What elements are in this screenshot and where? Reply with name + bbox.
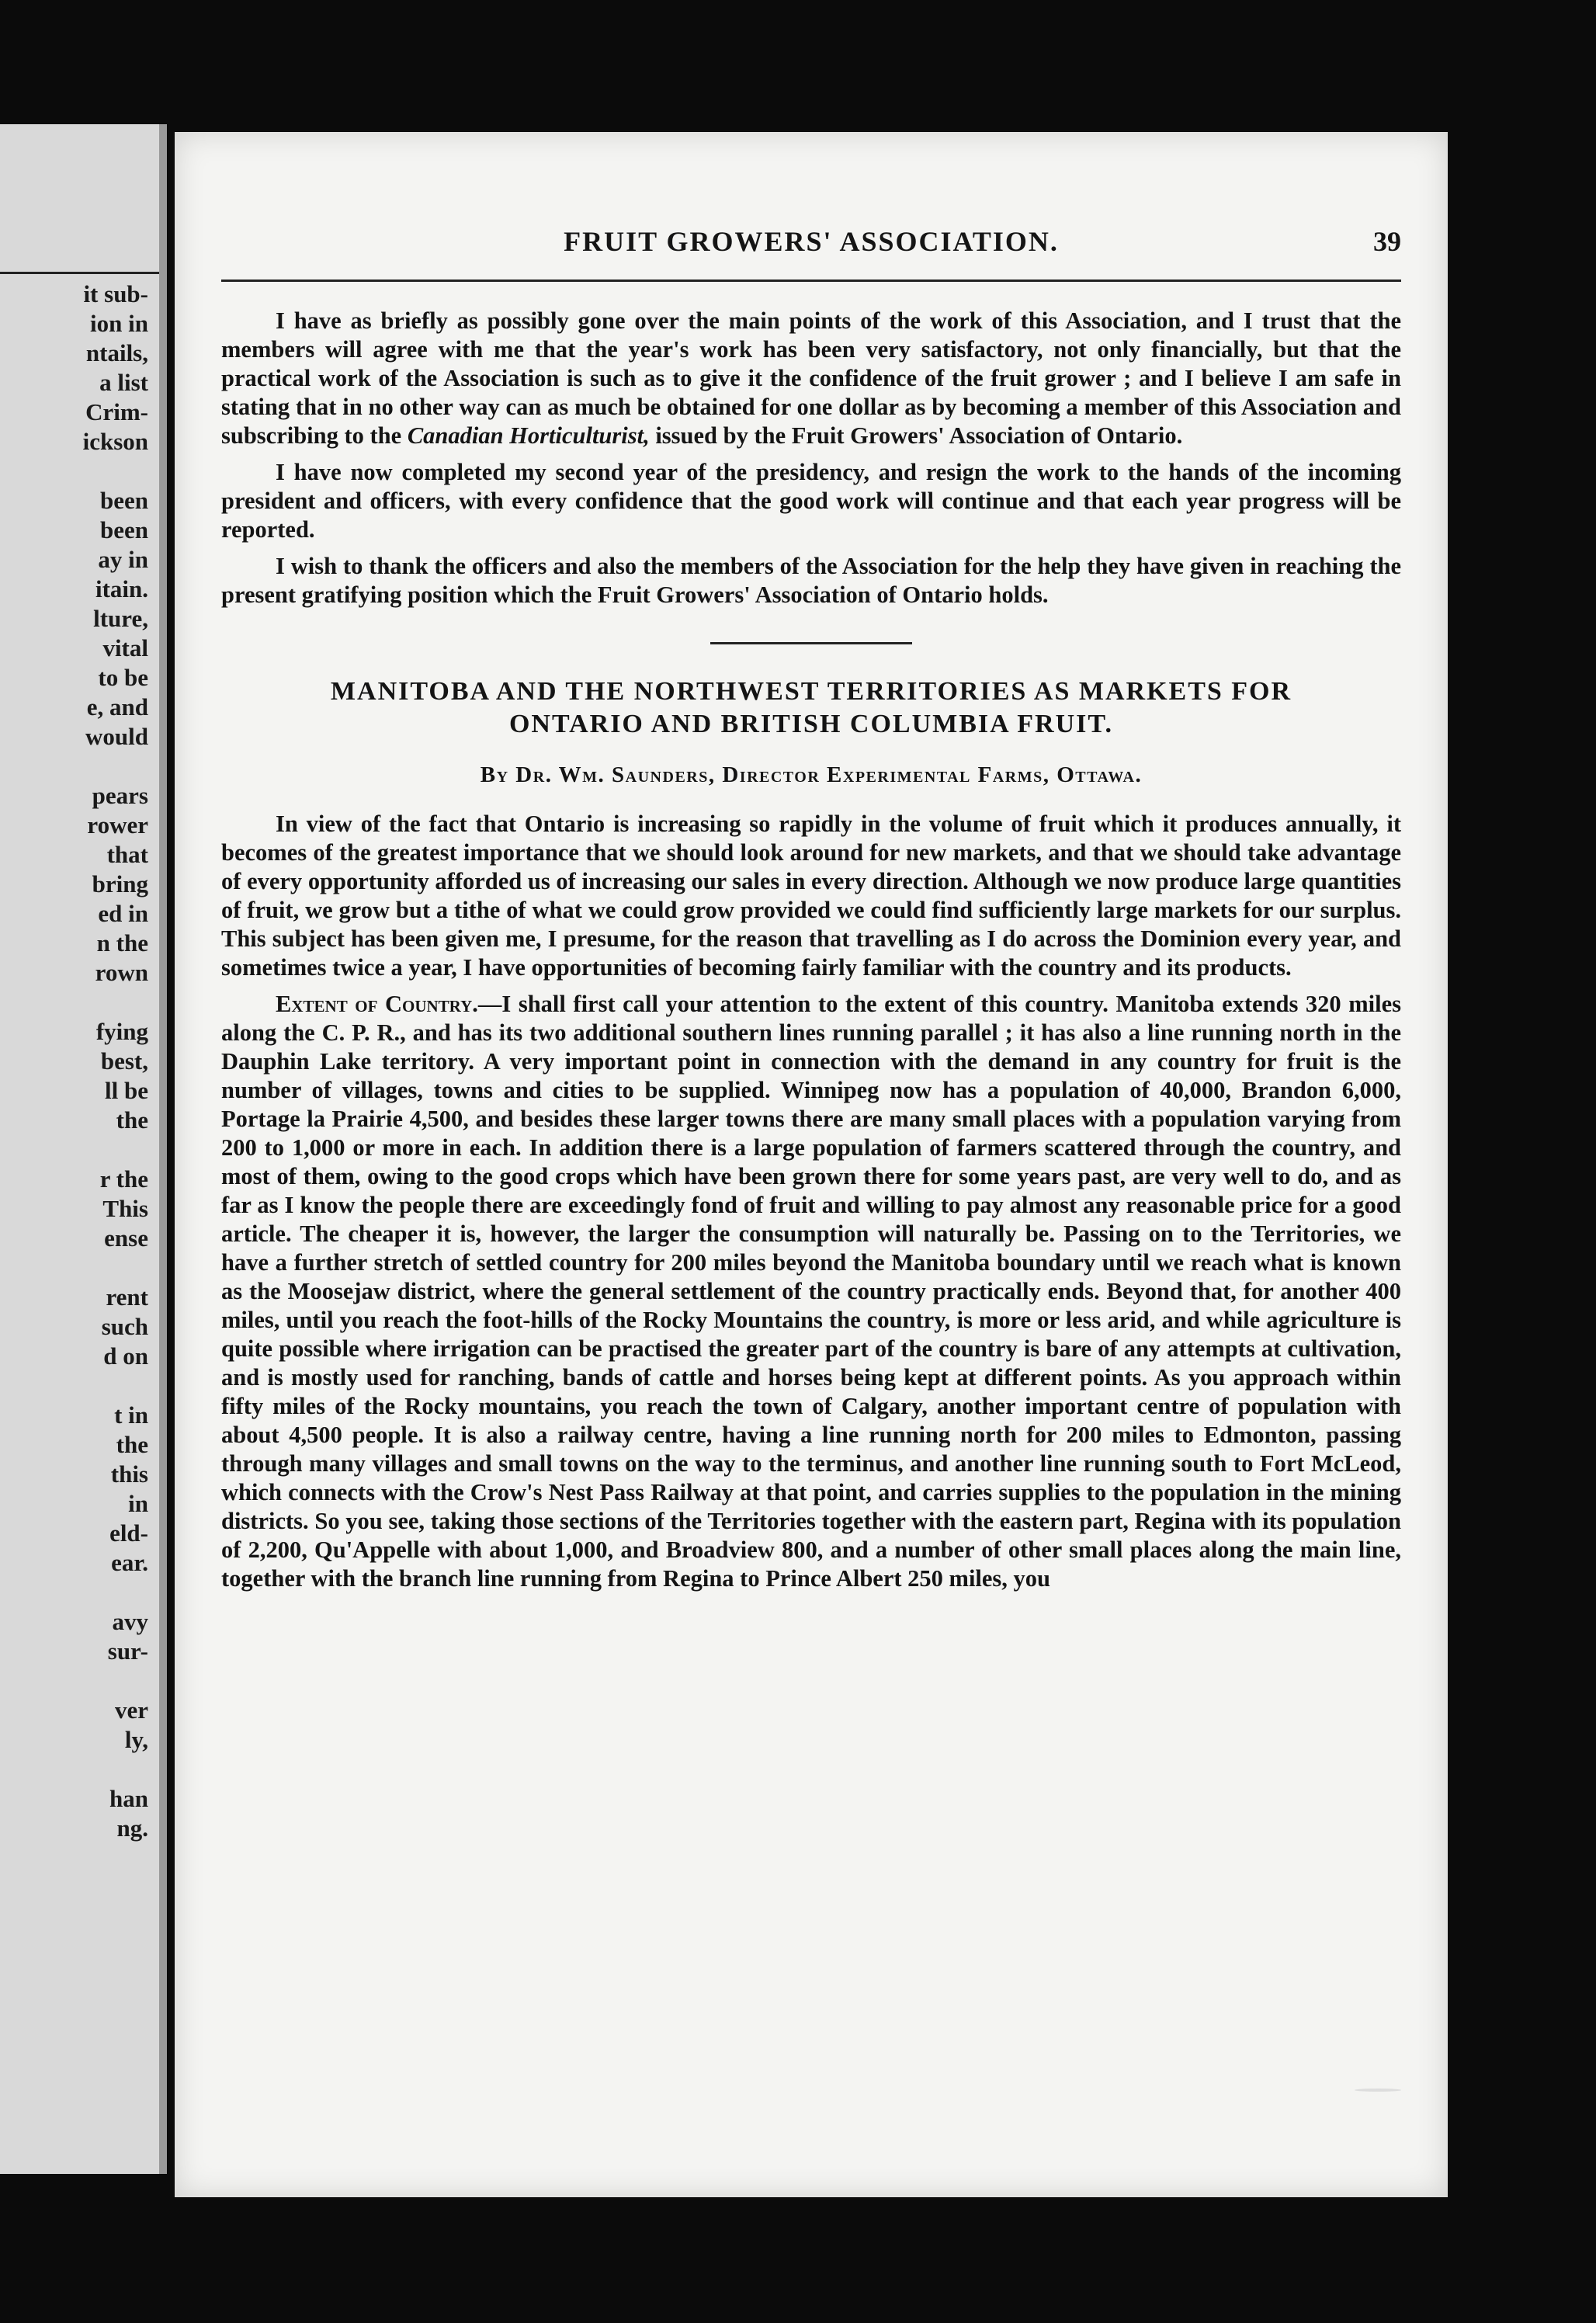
previous-page-line: ed in (98, 900, 148, 927)
previous-page-line (83, 457, 148, 486)
previous-page-line: it sub- (83, 280, 148, 307)
previous-page-line: rower (87, 811, 148, 839)
previous-page-line: a list (99, 369, 148, 396)
paragraph-extent-of-country: Extent of Country.—I shall first call your attention to the extent of this country. Manitoba extends 320 miles along the C. P. R., and has its two additional southern lines running parallel ; it has also a line running north in the Dauphin Lake territory. A very important point in connection with the demand in any country for fruit is the number of villages, towns and cities to be supplied. Winnipeg now has a population of 40,000, Brandon 6,000, Portage la Prairie 4,500, and besides these larger towns there are many small places with a population varying from 200 to 1,000 or more in each. In addition there is a large population of farmers scattered through the country, and most of them, owing to the good crops which have been grown there for some years past, are very well to do, and as far as I know the people there are exceedingly fond of fruit and willing to pay almost any reasonable price for a good article. The cheaper it is, however, the larger the consumption will naturally be. Passing on to the Territories, we have a further stretch of settled country for 200 miles beyond the Manitoba boundary until we reach what is known as the Moosejaw district, where the general settlement of the country practically ends. Beyond that, for another 400 miles, until you reach the foot-hills of the Rocky Mountains the country, is more or less arid, and while agriculture is quite possible where irrigation can be practised the greater part of the country is bare of any attempts at cultivation, and is mostly used for ranching, bands of cattle and horses being kept at different points. As you approach within fifty miles of the Rocky mountains, you reach the town of Calgary, another important centre of population with about 4,500 people. It is also a railway centre, having a line running north for 200 miles to Edmonton, passing through many villages and small towns on the way to the terminus, and another line running south to Fort McLeod, which connects with the Crow's Nest Pass Railway at that point, and carries supplies to the population in the mining districts. So you see, taking those sections of the Territories together with the eastern part, Regina with its population of 2,200, Qu'Appelle with about 1,000, and Broadview 800, and a number of other small places along the main line, together with the branch line running from Regina to Prince Albert 250 miles, you (221, 991, 1401, 1592)
previous-page-line (83, 1755, 148, 1784)
previous-page-line: itain. (95, 575, 148, 602)
previous-page-fragment (0, 124, 167, 2174)
previous-page-line: ll be (105, 1077, 148, 1104)
page-number: 39 (1373, 226, 1401, 257)
previous-page-line: d on (103, 1342, 148, 1370)
document-page (175, 132, 1448, 2197)
previous-page-line (83, 752, 148, 781)
previous-page-line: avy (112, 1608, 148, 1635)
previous-page-line (83, 1253, 148, 1283)
previous-page-text-column (83, 280, 148, 1843)
previous-page-line: This (102, 1195, 148, 1222)
article-title-line-1: MANITOBA AND THE NORTHWEST TERRITORIES AS MARKETS FOR (330, 677, 1292, 706)
previous-page-line: rown (95, 959, 148, 986)
previous-page-line (83, 1578, 148, 1607)
previous-page-line: ion in (90, 310, 148, 337)
paragraph-presidency: I have now completed my second year of the presidency, and resign the work to the hands of the incoming president and officers, with every confidence that the good work will continue and that each year progress will be reported. (221, 459, 1401, 543)
previous-page-line: vital (102, 634, 148, 661)
previous-page-line: han (109, 1785, 148, 1812)
previous-page-line: ay in (98, 546, 148, 573)
previous-page-line: ickson (82, 428, 148, 455)
previous-page-line (83, 1666, 148, 1696)
article-byline: By Dr. Wm. Saunders, Director Experimental Farms, Ottawa. (480, 762, 1143, 787)
previous-page-line: t in (114, 1401, 148, 1429)
article-title-line-2: ONTARIO AND BRITISH COLUMBIA FRUIT. (508, 710, 1114, 738)
previous-page-line: ear. (111, 1549, 148, 1576)
page-body (221, 307, 1401, 1601)
previous-page-line: ense (104, 1224, 148, 1252)
previous-page-line: r the (99, 1165, 148, 1193)
previous-page-line: been (100, 487, 148, 514)
previous-page-line: rent (106, 1283, 148, 1311)
paragraph-association-summary: I have as briefly as possibly gone over the main points of the work of this Association, and I trust that the members will agree with me that the year's work has been very satisfactory, not only financially, but that the practical work of the Association is such as to give it the confidence of the fruit grower ; and I believe I am safe in stating that in no other way can as much be obtained for one dollar as by becoming a member of this Association and subscribing to the Canadian Horticulturist, issued by the Fruit Growers' Association of Ontario. (221, 307, 1401, 449)
header-rule (221, 280, 1401, 282)
paper-speck (1355, 2089, 1401, 2092)
previous-page-line: would (85, 723, 148, 750)
previous-page-line: Crim- (85, 398, 148, 425)
publication-title: Canadian Horticulturist, (407, 422, 650, 449)
paragraph-intro: In view of the fact that Ontario is increasing so rapidly in the volume of fruit which it produces annually, it becomes of the greatest importance that we should look around for new markets, and that we should take advantage of every opportunity afforded us of increasing our sales in every direction. Although we now produce large quantities of fruit, we grow but a tithe of what we could grow provided we could find sufficiently large markets for our surplus. This subject has been given me, I presume, for the reason that travelling as I do across the Dominion every year, and sometimes twice a year, I have opportunities of becoming fairly familiar with the country and its products. (221, 811, 1401, 981)
previous-page-header-rule (0, 272, 159, 274)
previous-page-line (83, 1371, 148, 1401)
previous-page-line: that (106, 841, 148, 868)
previous-page-line: best, (100, 1047, 148, 1075)
previous-page-line: this (110, 1460, 148, 1488)
previous-page-line: ntails, (85, 339, 148, 366)
article-title (221, 675, 1401, 741)
previous-page-line: been (100, 516, 148, 543)
page-header (221, 225, 1401, 272)
paragraph-thanks: I wish to thank the officers and also the members of the Association for the help they have given in reaching the present gratifying position which the Fruit Growers' Association of Ontario holds. (221, 553, 1401, 608)
previous-page-line: ver (114, 1696, 148, 1724)
previous-page-line: the (116, 1431, 148, 1458)
previous-page-line: ng. (116, 1814, 148, 1842)
running-head: FRUIT GROWERS' ASSOCIATION. (564, 226, 1059, 257)
previous-page-line: ly, (124, 1726, 148, 1753)
previous-page-line: the (116, 1106, 148, 1134)
previous-page-line: n the (96, 929, 148, 957)
section-divider (710, 642, 912, 644)
previous-page-line: pears (92, 782, 148, 809)
previous-page-line: eld- (109, 1519, 148, 1547)
previous-page-line: such (101, 1313, 148, 1340)
previous-page-line: fying (95, 1018, 148, 1045)
previous-page-line: in (128, 1490, 148, 1517)
previous-page-line: to be (98, 664, 148, 691)
previous-page-line (83, 1135, 148, 1165)
previous-page-line: e, and (86, 693, 148, 721)
previous-page-line (83, 988, 148, 1017)
previous-page-line: lture, (93, 605, 148, 632)
previous-page-line: sur- (107, 1637, 148, 1665)
section-heading: Extent of Country. (276, 991, 478, 1017)
previous-page-line: bring (92, 870, 148, 898)
